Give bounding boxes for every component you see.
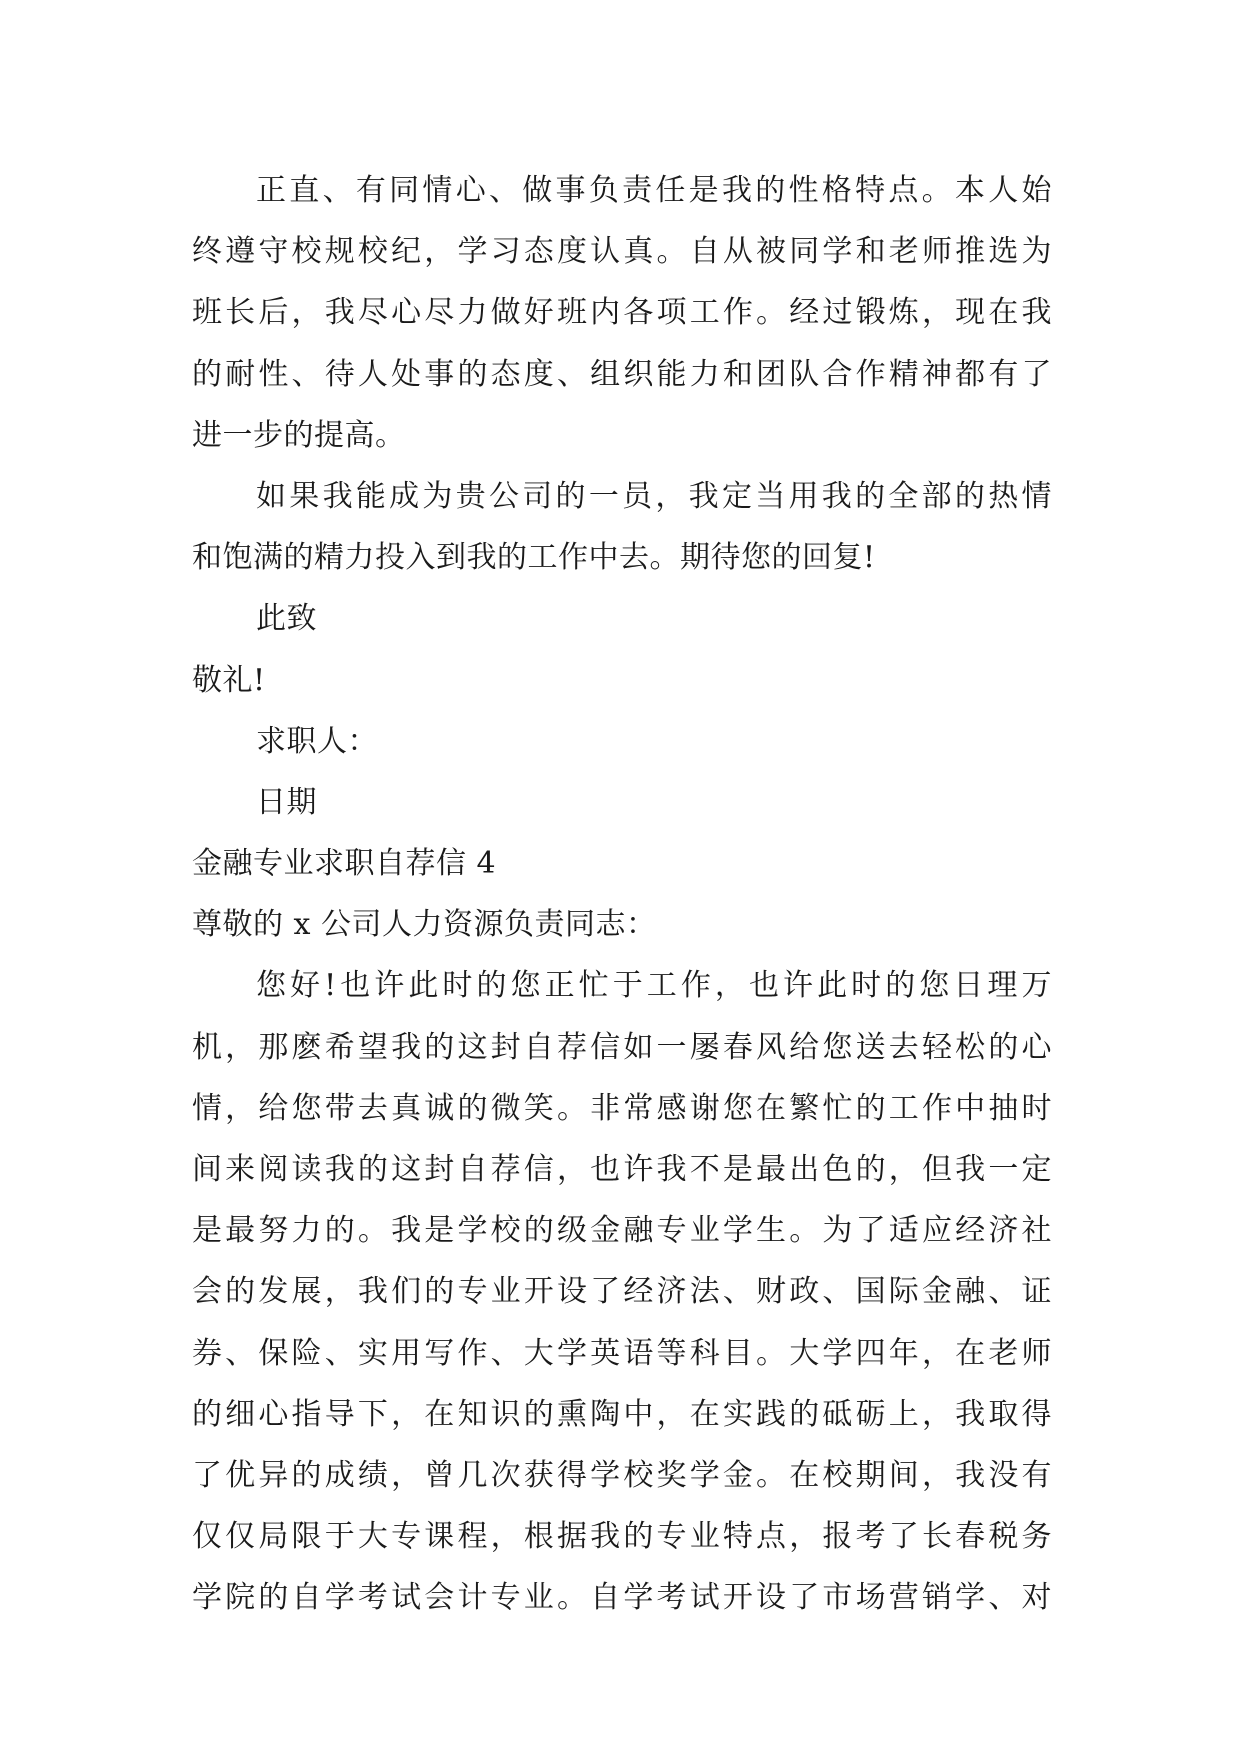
- paragraph-line: 了优异的成绩，曾几次获得学校奖学金。在校期间，我没有: [192, 1457, 1052, 1493]
- paragraph-line: 间来阅读我的这封自荐信，也许我不是最出色的，但我一定: [192, 1152, 1052, 1187]
- date-label: 日期: [256, 784, 317, 820]
- closing-salute: 敬礼!: [192, 662, 266, 698]
- paragraph-line: 终遵守校规校纪，学习态度认真。自从被同学和老师推选为: [192, 234, 1052, 270]
- paragraph-line: 是最努力的。我是学校的级金融专业学生。为了适应经济社: [192, 1213, 1052, 1249]
- paragraph-line: 情，给您带去真诚的微笑。非常感谢您在繁忙的工作中抽时: [192, 1090, 1052, 1126]
- paragraph-line: 的细心指导下，在知识的熏陶中，在实践的砥砺上，我取得: [192, 1396, 1052, 1432]
- paragraph-line: 的耐性、待人处事的态度、组织能力和团队合作精神都有了: [192, 356, 1052, 392]
- applicant-label: 求职人：: [256, 723, 378, 759]
- closing-line: 此致: [256, 601, 317, 637]
- paragraph-line: 您好!也许此时的您正忙于工作，也许此时的您日理万: [256, 968, 1052, 1004]
- salutation: 尊敬的 x 公司人力资源负责同志：: [192, 907, 657, 943]
- paragraph-line: 进一步的提高。: [192, 417, 406, 453]
- section-title: 金融专业求职自荐信 4: [192, 846, 497, 882]
- document-page: [192, 160, 1052, 1629]
- paragraph-line: 学院的自学考试会计专业。自学考试开设了市场营销学、对: [192, 1580, 1052, 1616]
- paragraph-line: 如果我能成为贵公司的一员，我定当用我的全部的热情: [256, 478, 1052, 514]
- paragraph-line: 机，那麽希望我的这封自荐信如一屡春风给您送去轻松的心: [192, 1029, 1052, 1065]
- paragraph-line: 和饱满的精力投入到我的工作中去。期待您的回复!: [192, 540, 876, 576]
- paragraph-line: 券、保险、实用写作、大学英语等科目。大学四年，在老师: [192, 1335, 1052, 1371]
- paragraph-line: 正直、有同情心、做事负责任是我的性格特点。本人始: [256, 173, 1052, 208]
- paragraph-line: 班长后，我尽心尽力做好班内各项工作。经过锻炼，现在我: [192, 295, 1052, 331]
- paragraph-line: 仅仅局限于大专课程，根据我的专业特点，报考了长春税务: [192, 1519, 1052, 1555]
- paragraph-line: 会的发展，我们的专业开设了经济法、财政、国际金融、证: [192, 1274, 1052, 1310]
